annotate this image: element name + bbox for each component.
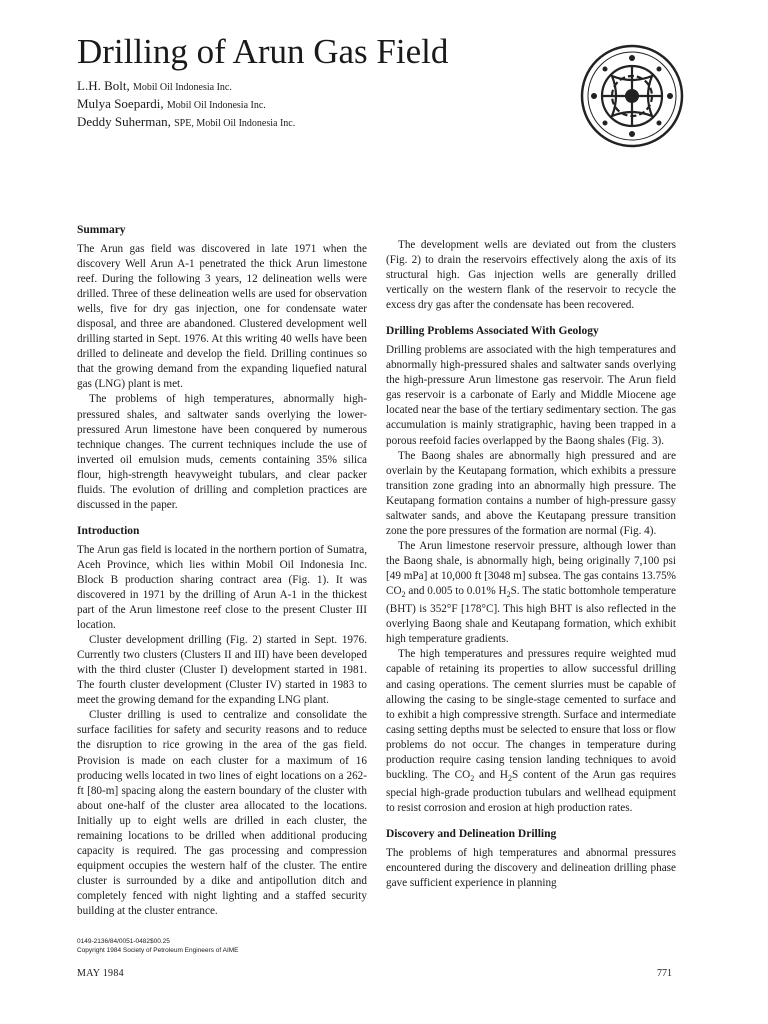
author-list <box>77 78 295 132</box>
author-entry <box>77 114 295 132</box>
author-name: Mulya Soepardi, <box>77 96 164 111</box>
geology-paragraph: The Arun limestone reservoir pressure, although lower than the Baong shale, is abnormally high, being originally 7,100 psi [49 mPa] at 10,000 ft [3048 m] subsea. The gas contains 13.75% $CO_2$ and 0.005 to 0.01% $H_2S$. The static bottomhole temperature (BHT) is 352°F [178°C]. This high BHT is also reflected in the overlying Baong shale and Keutapang formation, which exhibit high temperature gradients. <box>386 539 676 646</box>
copyright-line: 0149-2136/84/0051-0482$00.25 <box>77 938 170 945</box>
author-name: L.H. Bolt, <box>77 78 130 93</box>
author-entry <box>77 96 295 114</box>
introduction-paragraph: The Arun gas field is located in the northern portion of Sumatra, Aceh Province, which lies within Mobil Oil Indonesia Inc. Block B production sharing contract area (Fig. 1). It was discovered in 1971 by the drilling of Arun A-1 in the thickest part of the Arun limestone reef close to the present Cluster III location. <box>77 543 367 632</box>
summary-paragraph: The Arun gas field was discovered in late 1971 when the discovery Well Arun A-1 penetrated the thick Arun limestone reef. During the following 3 years, 12 delineation wells were drilled. Three of these delineation wells are used for observation wells, five for dry gas injection, one for condensate water disposal, and three are abandoned. Clustered development well drilling started in Sept. 1976. At this writing 40 wells have been drilled to delineate and develop the field. Drilling continues so that the growing demand from the expanding liquefied natural gas (LNG) plant is met. <box>77 243 367 391</box>
author-affiliation: Mobil Oil Indonesia Inc. <box>132 82 232 93</box>
geology-paragraph: The Baong shales are abnormally high pressured and are overlain by the Keutapang formation, which exhibits a pressure transition zone grading into an abnormally high pressure. The Keutapang formation contains a number of high-pressure gassy saltwater sands, and above the Keutapang pressure transition zone the pore pressures of the formation are normal (Fig. 4). <box>386 449 676 537</box>
right-column <box>386 238 676 891</box>
geology-paragraph: The high temperatures and pressures require weighted mud capable of retaining its properties to allow successful drilling and casing operations. The cement slurries must be capable of allowing the casing to be single-stage cemented to surface and to exhibit a high compressive strength. Surface and intermediate casing setting depths must be selected to ensure that loss or flow problems do not occur. The changes in temperature during production require casing tension landing techniques to avoid buckling. The $CO_2$ and $H_2S$ content of the Arun gas requires special high-grade production tubulars and wellhead equipment to resist corrosion and erosion at high production rates. <box>386 648 676 815</box>
discovery-paragraph: The problems of high temperatures and abnormal pressures encountered during the discovery and delineation drilling phase gave sufficient experience in planning <box>386 847 676 890</box>
geology-paragraph: Drilling problems are associated with the high temperatures and abnormally high-pressured shales and saltwater sands overlying the high-pressure Arun limestone gas reservoir. The Arun field gas reservoir is a carbonate of Early and Middle Miocene age located near the base of the tertiary sedimentary section. The gas accumulation is mainly stratigraphic, having been trapped in a porous reefoid facies overlapped by the Baong shales (Fig. 3). <box>386 344 676 447</box>
author-entry <box>77 78 295 96</box>
author-name: Deddy Suherman, <box>77 114 171 129</box>
left-column <box>77 223 367 919</box>
introduction-paragraph: Cluster development drilling (Fig. 2) started in Sept. 1976. Currently two clusters (Clusters II and III) have been developed with the third cluster (Cluster I) development started in 1981. The fourth cluster development (Cluster IV) started in 1983 to meet the growing demand for the expanding LNG plant. <box>77 634 367 707</box>
summary-paragraph: The problems of high temperatures, abnormally high-pressured shales, and saltwater sands overlying the lower-pressured Arun limestone have been conquered by numerous technique changes. The current techniques include the use of inverted oil emulsion muds, cements containing 35% silica flour, high-strength heavyweight tubulars, and clear packer fluids. The evolution of drilling and completion practices are discussed in the paper. <box>77 393 367 511</box>
copyright-notice <box>77 937 239 955</box>
body-paragraph: The development wells are deviated out from the clusters (Fig. 2) to drain the reservoirs effectively along the axis of its structural high. Gas injection wells are generally drilled vertically on the western flank of the reservoir to recycle the excess dry gas after the condensate has been recovered. <box>386 239 676 312</box>
author-affiliation: Mobil Oil Indonesia Inc. <box>166 100 266 111</box>
geology-heading: Drilling Problems Associated With Geology <box>386 325 599 338</box>
spe-seal-icon <box>580 44 684 148</box>
paper-title: Drilling of Arun Gas Field <box>77 32 449 71</box>
copyright-line: Copyright 1984 Society of Petroleum Engineers of AIME <box>77 947 239 954</box>
discovery-heading: Discovery and Delineation Drilling <box>386 828 557 841</box>
author-affiliation: SPE, Mobil Oil Indonesia Inc. <box>174 118 296 129</box>
issue-date: MAY 1984 <box>77 968 124 979</box>
introduction-paragraph: Cluster drilling is used to centralize and consolidate the surface facilities for safety and security reasons and to reduce the disruption to rice growing in the area of the gas field. Provision is made on each cluster for a maximum of 16 producing wells located in two lines of eight locations on a 262-ft [80-m] spacing along the eastern boundary of the cluster with about one-half of the cluster area allocated to the locations. Initially up to eight wells are drilled in each cluster, the remaining locations to be drilled when additional producing capacity is required. The gas processing and compression equipment occupies the western half of the cluster. The entire cluster is surrounded by a dike and antipollution ditch and completely fenced with night lighting and a staffed security building at the cluster entrance. <box>77 709 367 917</box>
introduction-heading: Introduction <box>77 524 140 537</box>
page-number: 771 <box>657 968 672 979</box>
summary-heading: Summary <box>77 224 126 236</box>
